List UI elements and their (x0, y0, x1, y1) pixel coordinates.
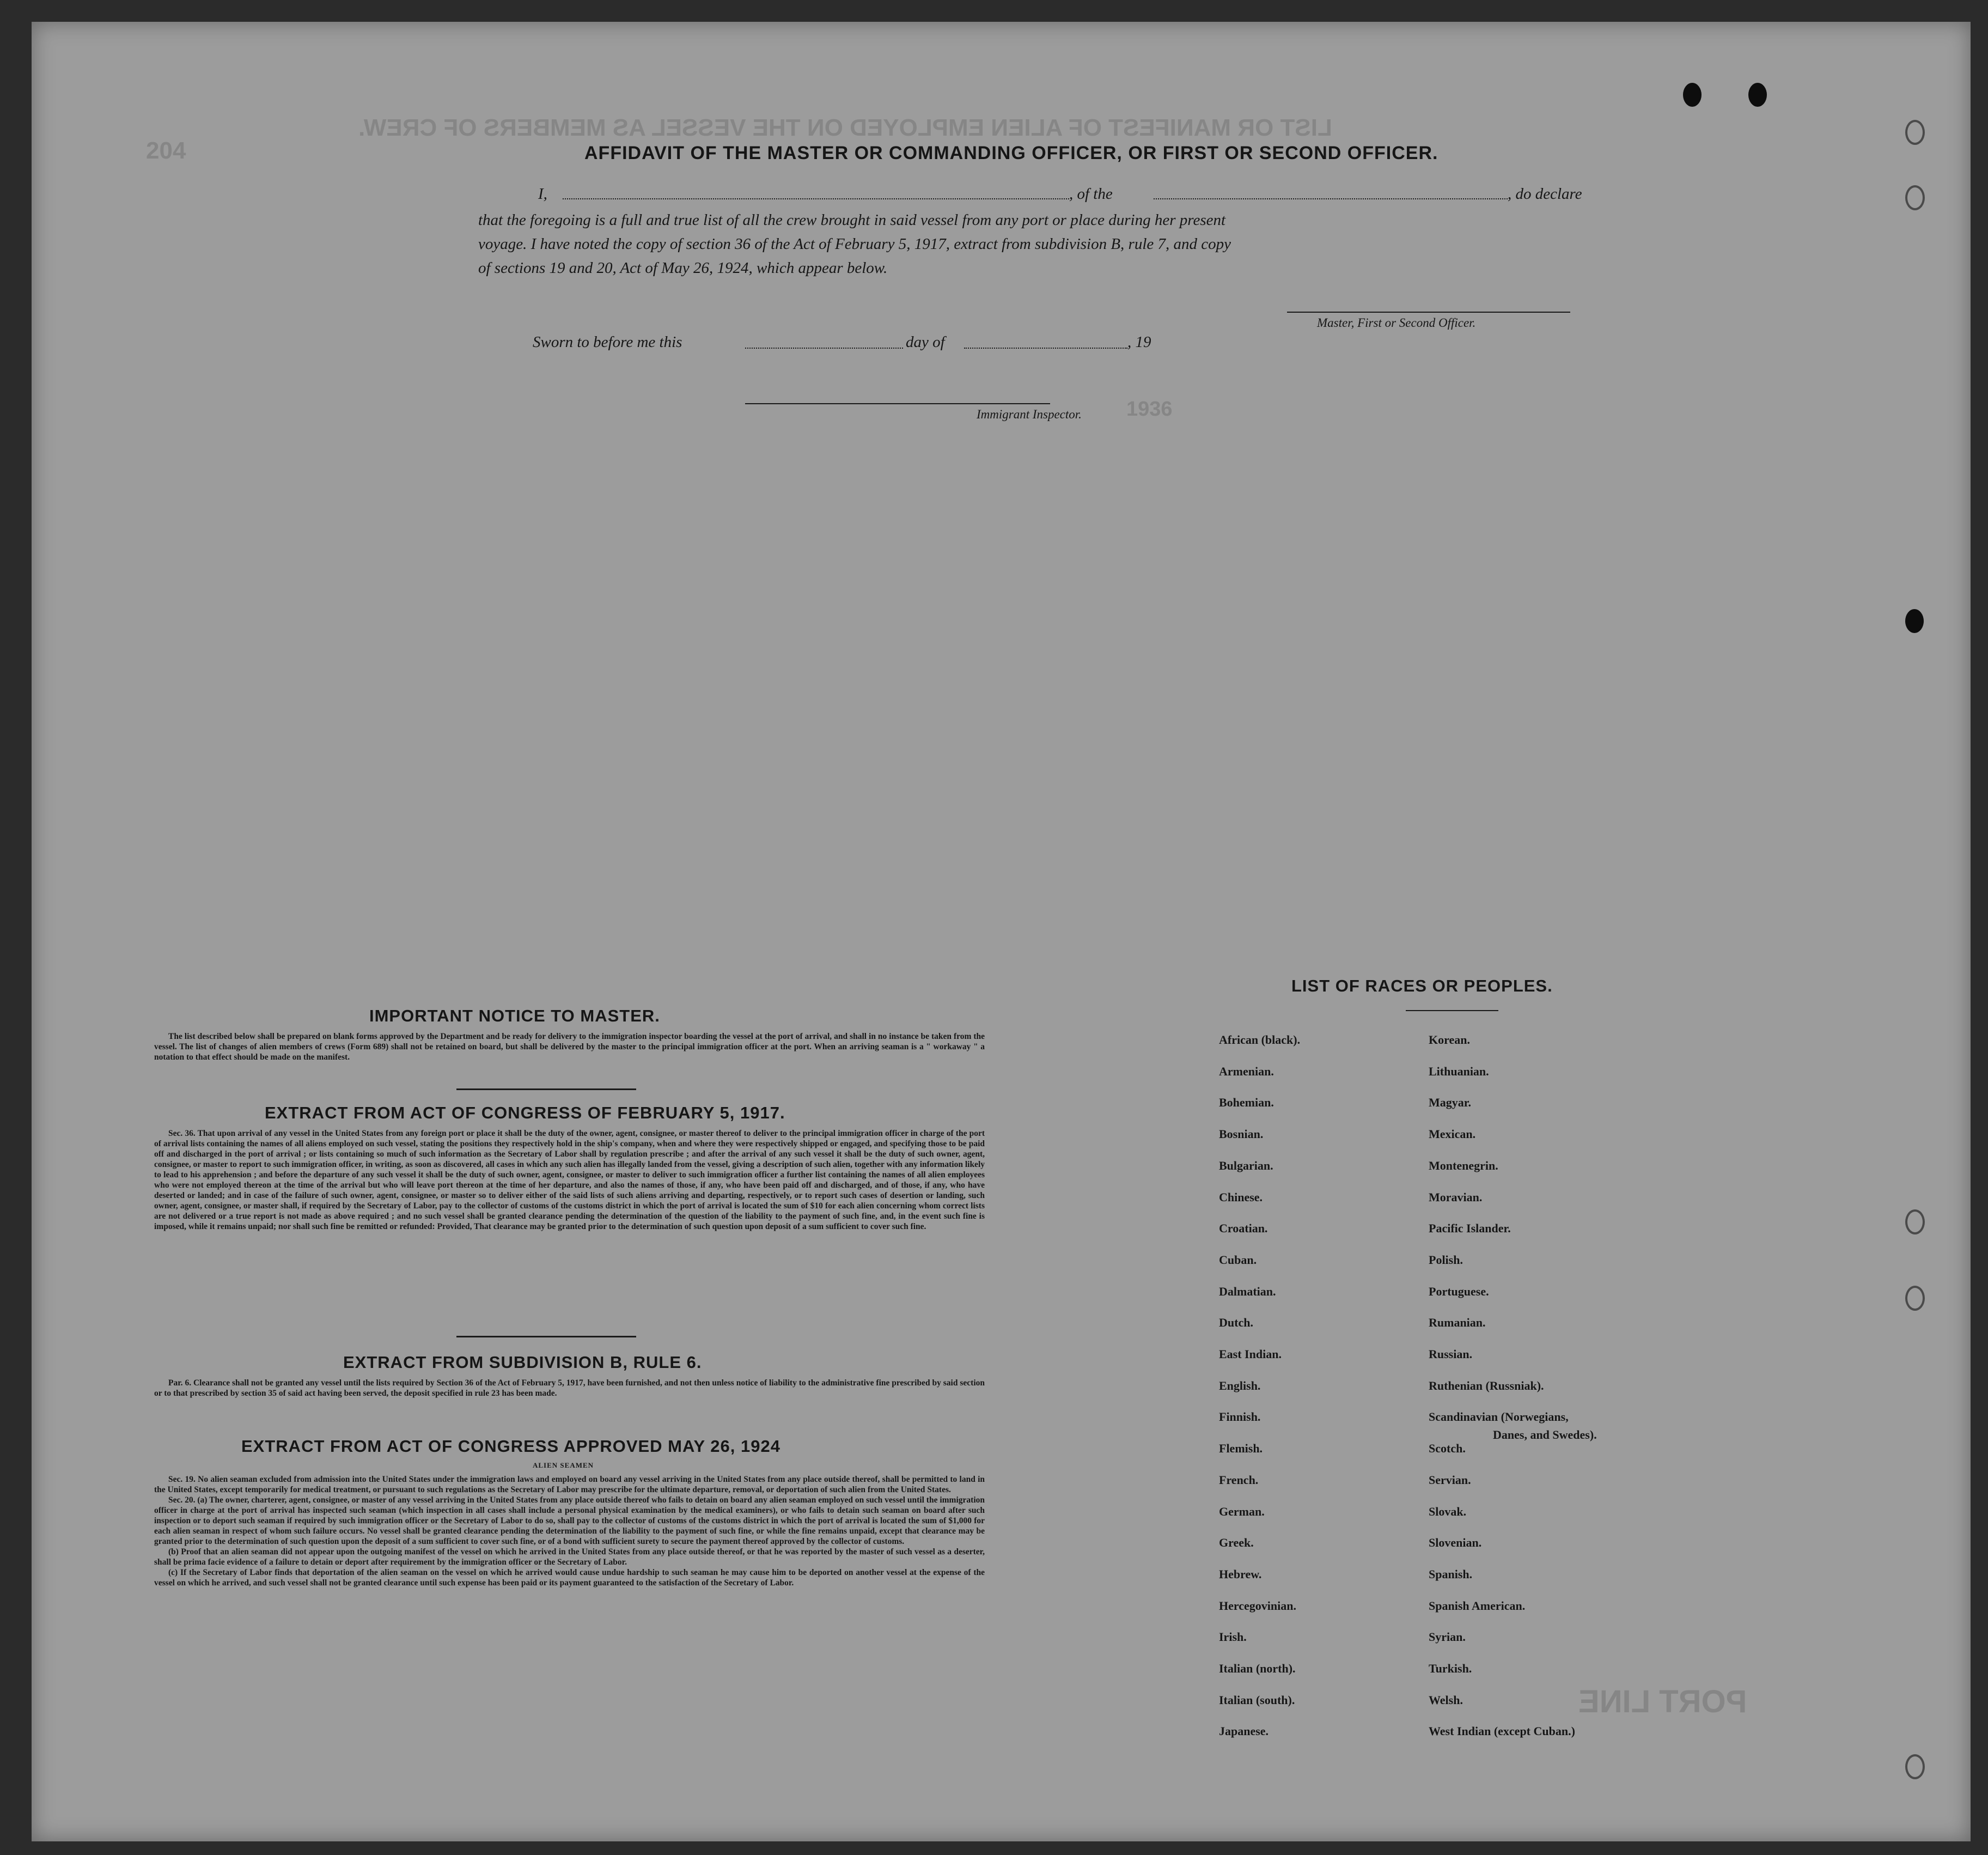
race-item: Lithuanian. (1429, 1064, 1489, 1078)
master-name-blank (563, 198, 1069, 199)
race-item: Ruthenian (Russniak). (1429, 1378, 1544, 1392)
race-item: Mexican. (1429, 1127, 1476, 1141)
race-item: Welsh. (1429, 1693, 1463, 1707)
section-divider (456, 1088, 636, 1090)
binder-ring (1905, 120, 1925, 145)
race-item: Bulgarian. (1219, 1158, 1273, 1172)
sworn-month-blank (964, 348, 1127, 349)
act-1924-subtitle: ALIEN SEAMEN (533, 1461, 594, 1469)
inspector-label: Immigrant Inspector. (977, 408, 1082, 421)
race-item: German. (1219, 1504, 1265, 1518)
race-item: Greek. (1219, 1536, 1254, 1550)
punch-hole (1683, 83, 1702, 107)
rule-6-title: EXTRACT FROM SUBDIVISION B, RULE 6. (343, 1353, 702, 1372)
binder-ring (1905, 1286, 1925, 1311)
race-item: Spanish. (1429, 1567, 1473, 1581)
race-item: Montenegrin. (1429, 1158, 1498, 1172)
act-1924-title: EXTRACT FROM ACT OF CONGRESS APPROVED MAY 26, 1924 (241, 1437, 780, 1456)
notice-body (154, 1031, 985, 1062)
race-item: East Indian. (1219, 1347, 1282, 1361)
race-item: Slovenian. (1429, 1536, 1482, 1550)
binder-ring (1905, 1754, 1925, 1779)
race-item: Scandinavian (Norwegians, (1429, 1410, 1569, 1424)
section-divider (456, 1336, 636, 1337)
show-through-footer: PORT LINE (1578, 1684, 1747, 1719)
race-item: West Indian (except Cuban.) (1429, 1724, 1575, 1738)
rule-6-body (154, 1378, 985, 1398)
affidavit-line-3: voyage. I have noted the copy of section 36 of the Act of February 5, 1917, extract from subdivision B, rule 7, and copy (478, 235, 1231, 253)
race-item: English. (1219, 1378, 1261, 1392)
affidavit-line-2: that the foregoing is a full and true list of all the crew brought in said vessel from any port or place during her present (478, 211, 1226, 229)
race-item: Syrian. (1429, 1630, 1466, 1644)
inspector-signature-line (745, 403, 1050, 404)
year-label: , 19 (1127, 333, 1151, 351)
show-through-page-number: 204 (146, 137, 186, 164)
master-signature-line (1287, 312, 1570, 313)
show-through-heading: LIST OR MANIFEST OF ALIEN EMPLOYED ON THE VESSEL AS MEMBERS OF CREW. (358, 114, 1332, 141)
race-item: Hercegovinian. (1219, 1598, 1296, 1613)
act-1924-sec19: Sec. 19. No alien seaman excluded from admission into the United States under the immigration laws and employed on board any vessel arriving in the United States from any place outside thereof, shall be permitted to land in the United States, except temporarily for medical treatment, or pursuant to such regulations as the Secretary of Labor may prescribe for the ultimate departure, removal, or deportation of such alien from the United States. (154, 1475, 985, 1494)
document-sheet (32, 22, 1971, 1841)
act-1924-sec20c: (c) If the Secretary of Labor finds that deportation of the alien seaman on the vessel on which he arrived would cause undue hardship to such seaman he may cause him to be deported on another vessel at the expense of the vessel on which he arrived, and such vessel shall not be granted clearance until such expense has been paid or its payment guaranteed to the satisfaction of the Secretary of Labor. (154, 1568, 985, 1588)
race-item: Finnish. (1219, 1410, 1261, 1424)
race-item: Russian. (1429, 1347, 1473, 1361)
race-item: Armenian. (1219, 1064, 1274, 1078)
act-1917-body (154, 1128, 985, 1232)
vessel-name-blank (1154, 198, 1508, 199)
affidavit-i-label: I, (538, 185, 547, 203)
race-item: Dalmatian. (1219, 1284, 1276, 1298)
race-item: Hebrew. (1219, 1567, 1262, 1581)
notice-title: IMPORTANT NOTICE TO MASTER. (369, 1006, 660, 1025)
race-item-scandinavian-cont: Danes, and Swedes). (1493, 1428, 1597, 1442)
races-title: LIST OF RACES OR PEOPLES. (1291, 976, 1553, 995)
race-item: Turkish. (1429, 1662, 1472, 1675)
race-item: French. (1219, 1473, 1259, 1487)
races-title-underline (1406, 1010, 1498, 1011)
race-item: Pacific Islander. (1429, 1221, 1511, 1236)
race-item: Japanese. (1219, 1724, 1269, 1738)
day-of-label: day of (906, 333, 945, 351)
race-item: Bohemian. (1219, 1096, 1274, 1110)
notice-paragraph: The list described below shall be prepared on blank forms approved by the Department and be ready for delivery to the immigration inspector boarding the vessel at the port of arrival, and shall in no instance be taken from the vessel. The list of changes of alien members of crews (Form 689) shall not be retained on board, but shall be delivered by the master to the principal immigration officer at the port. When an arriving seaman is a " workaway " a notation to that effect should be made on the manifest. (154, 1032, 985, 1062)
race-item: Chinese. (1219, 1190, 1263, 1204)
act-1917-title: EXTRACT FROM ACT OF CONGRESS OF FEBRUARY 5, 1917. (265, 1103, 785, 1122)
race-item: Korean. (1429, 1033, 1470, 1047)
race-item: Magyar. (1429, 1096, 1472, 1110)
race-item: Dutch. (1219, 1316, 1253, 1330)
affidavit-line-4: of sections 19 and 20, Act of May 26, 1924, which appear below. (478, 259, 888, 277)
race-item: Moravian. (1429, 1190, 1483, 1204)
binder-ring (1905, 1209, 1925, 1234)
race-item: Slovak. (1429, 1504, 1467, 1518)
act-1924-sec20b: (b) Proof that an alien seaman did not appear upon the outgoing manifest of the vessel on which he arrived in the United States from any place outside thereof, or that he was reported by the master of such vessel as a deserter, shall be prima facie evidence of a failure to detain or deport after requirement by the immigration officer or the Secretary of Labor. (154, 1547, 985, 1567)
sworn-label: Sworn to before me this (533, 333, 682, 351)
affidavit-of-the: , of the (1069, 185, 1113, 203)
race-item: Italian (north). (1219, 1662, 1296, 1675)
act-1917-sec36: Sec. 36. That upon arrival of any vessel in the United States from any foreign port or place it shall be the duty of the owner, agent, consignee, or master thereof to deliver to the principal immigration officer in charge of the port of arrival lists containing the names of all aliens employed on such vessel, stating the positions they respectively hold in the ship's company, when and where they were respectively shipped or engaged, and specifying those to be paid off and discharged in the port of arrival ; or lists containing so much of such information as the Secretary of Labor shall by regulation prescribe ; and after the arrival of any such vessel it shall be the duty of such owner, agent, consignee, or master to report to such immigration officer, in writing, as soon as discovered, all cases in which any such alien has illegally landed from the vessel, giving a description of such alien, together with any information likely to lead to his apprehension ; and before the departure of any such vessel it shall be the duty of such owner, agent, consignee, or master to deliver to such immigration officer a further list containing the names of all alien employees who were not employed thereon at the time of the arrival but who will leave port thereon at the time of her departure, and also the names of those, if any, who have been paid off and discharged, and of those, if any, who have deserted or landed; and in case of the failure of such owner, agent, consignee, or master so to deliver either of the said lists of such aliens arriving and departing, respectively, or to report such cases of desertion or landing, such owner, agent, consignee, or master shall, if required by the Secretary of Labor, pay to the collector of customs of the customs district in which the port of arrival is located the sum of $10 for each alien concerning whom correct lists are not delivered or a true report is not made as above required ; and no such vessel shall be granted clearance pending the determination of the question of the liability to the payment of such fine, and, in the event such fine is imposed, while it remains unpaid; nor shall such fine be remitted or refunded: Provided, That clearance may be granted prior to the determination of such question upon deposit of a sum sufficient to cover such fine. (154, 1129, 985, 1231)
punch-hole (1748, 83, 1767, 107)
race-item: Rumanian. (1429, 1316, 1486, 1330)
affidavit-do-declare: , do declare (1508, 185, 1582, 203)
punch-hole (1905, 609, 1924, 633)
race-item: Portuguese. (1429, 1284, 1489, 1298)
affidavit-title: AFFIDAVIT OF THE MASTER OR COMMANDING OFFICER, OR FIRST OR SECOND OFFICER. (584, 143, 1438, 163)
act-1924-sec20a: Sec. 20. (a) The owner, charterer, agent, consignee, or master of any vessel arriving in the United States from any place outside thereof who fails to detain on board any alien seaman employed on such vessel until the immigration officer in charge at the port of arrival has inspected such seaman (which inspection in all cases shall include a personal physical examination by the medical examiners), or who fails to detain such seaman on board after such inspection or to deport such seaman if required by such immigration officer or the Secretary of Labor to do so, shall pay to the collector of customs of the customs district in which the port of arrival is located the sum of $1,000 for each alien seaman in respect of whom such failure occurs. No vessel shall be granted clearance pending the determination of the liability to the payment of such fine, or while the fine remains unpaid, except that clearance may be granted prior to the determination of such question upon the deposit of a sum sufficient to cover such fine, or of a bond with sufficient surety to secure the payment thereof approved by the collector of customs. (154, 1495, 985, 1546)
race-item: Irish. (1219, 1630, 1247, 1644)
show-through-year: 1936 (1126, 398, 1173, 421)
race-item: Servian. (1429, 1473, 1471, 1487)
master-signature-label: Master, First or Second Officer. (1317, 316, 1476, 330)
race-item: Spanish American. (1429, 1598, 1526, 1613)
race-item: Cuban. (1219, 1252, 1257, 1267)
race-item: Italian (south). (1219, 1693, 1295, 1707)
binder-ring (1905, 185, 1925, 210)
race-item: Croatian. (1219, 1221, 1268, 1236)
race-item: African (black). (1219, 1033, 1301, 1047)
race-item: Bosnian. (1219, 1127, 1264, 1141)
race-item: Polish. (1429, 1252, 1463, 1267)
rule-6-paragraph: Par. 6. Clearance shall not be granted any vessel until the lists required by Section 36 of the Act of February 5, 1917, have been furnished, and not then unless notice of liability to the administrative fine prescribed by said section or to that prescribed by section 35 of said act having been served, the deposit specified in rule 23 has been made. (154, 1378, 985, 1398)
race-item: Flemish. (1219, 1442, 1263, 1456)
act-1924-body (154, 1474, 985, 1588)
race-item: Scotch. (1429, 1442, 1466, 1456)
sworn-day-blank (745, 348, 903, 349)
